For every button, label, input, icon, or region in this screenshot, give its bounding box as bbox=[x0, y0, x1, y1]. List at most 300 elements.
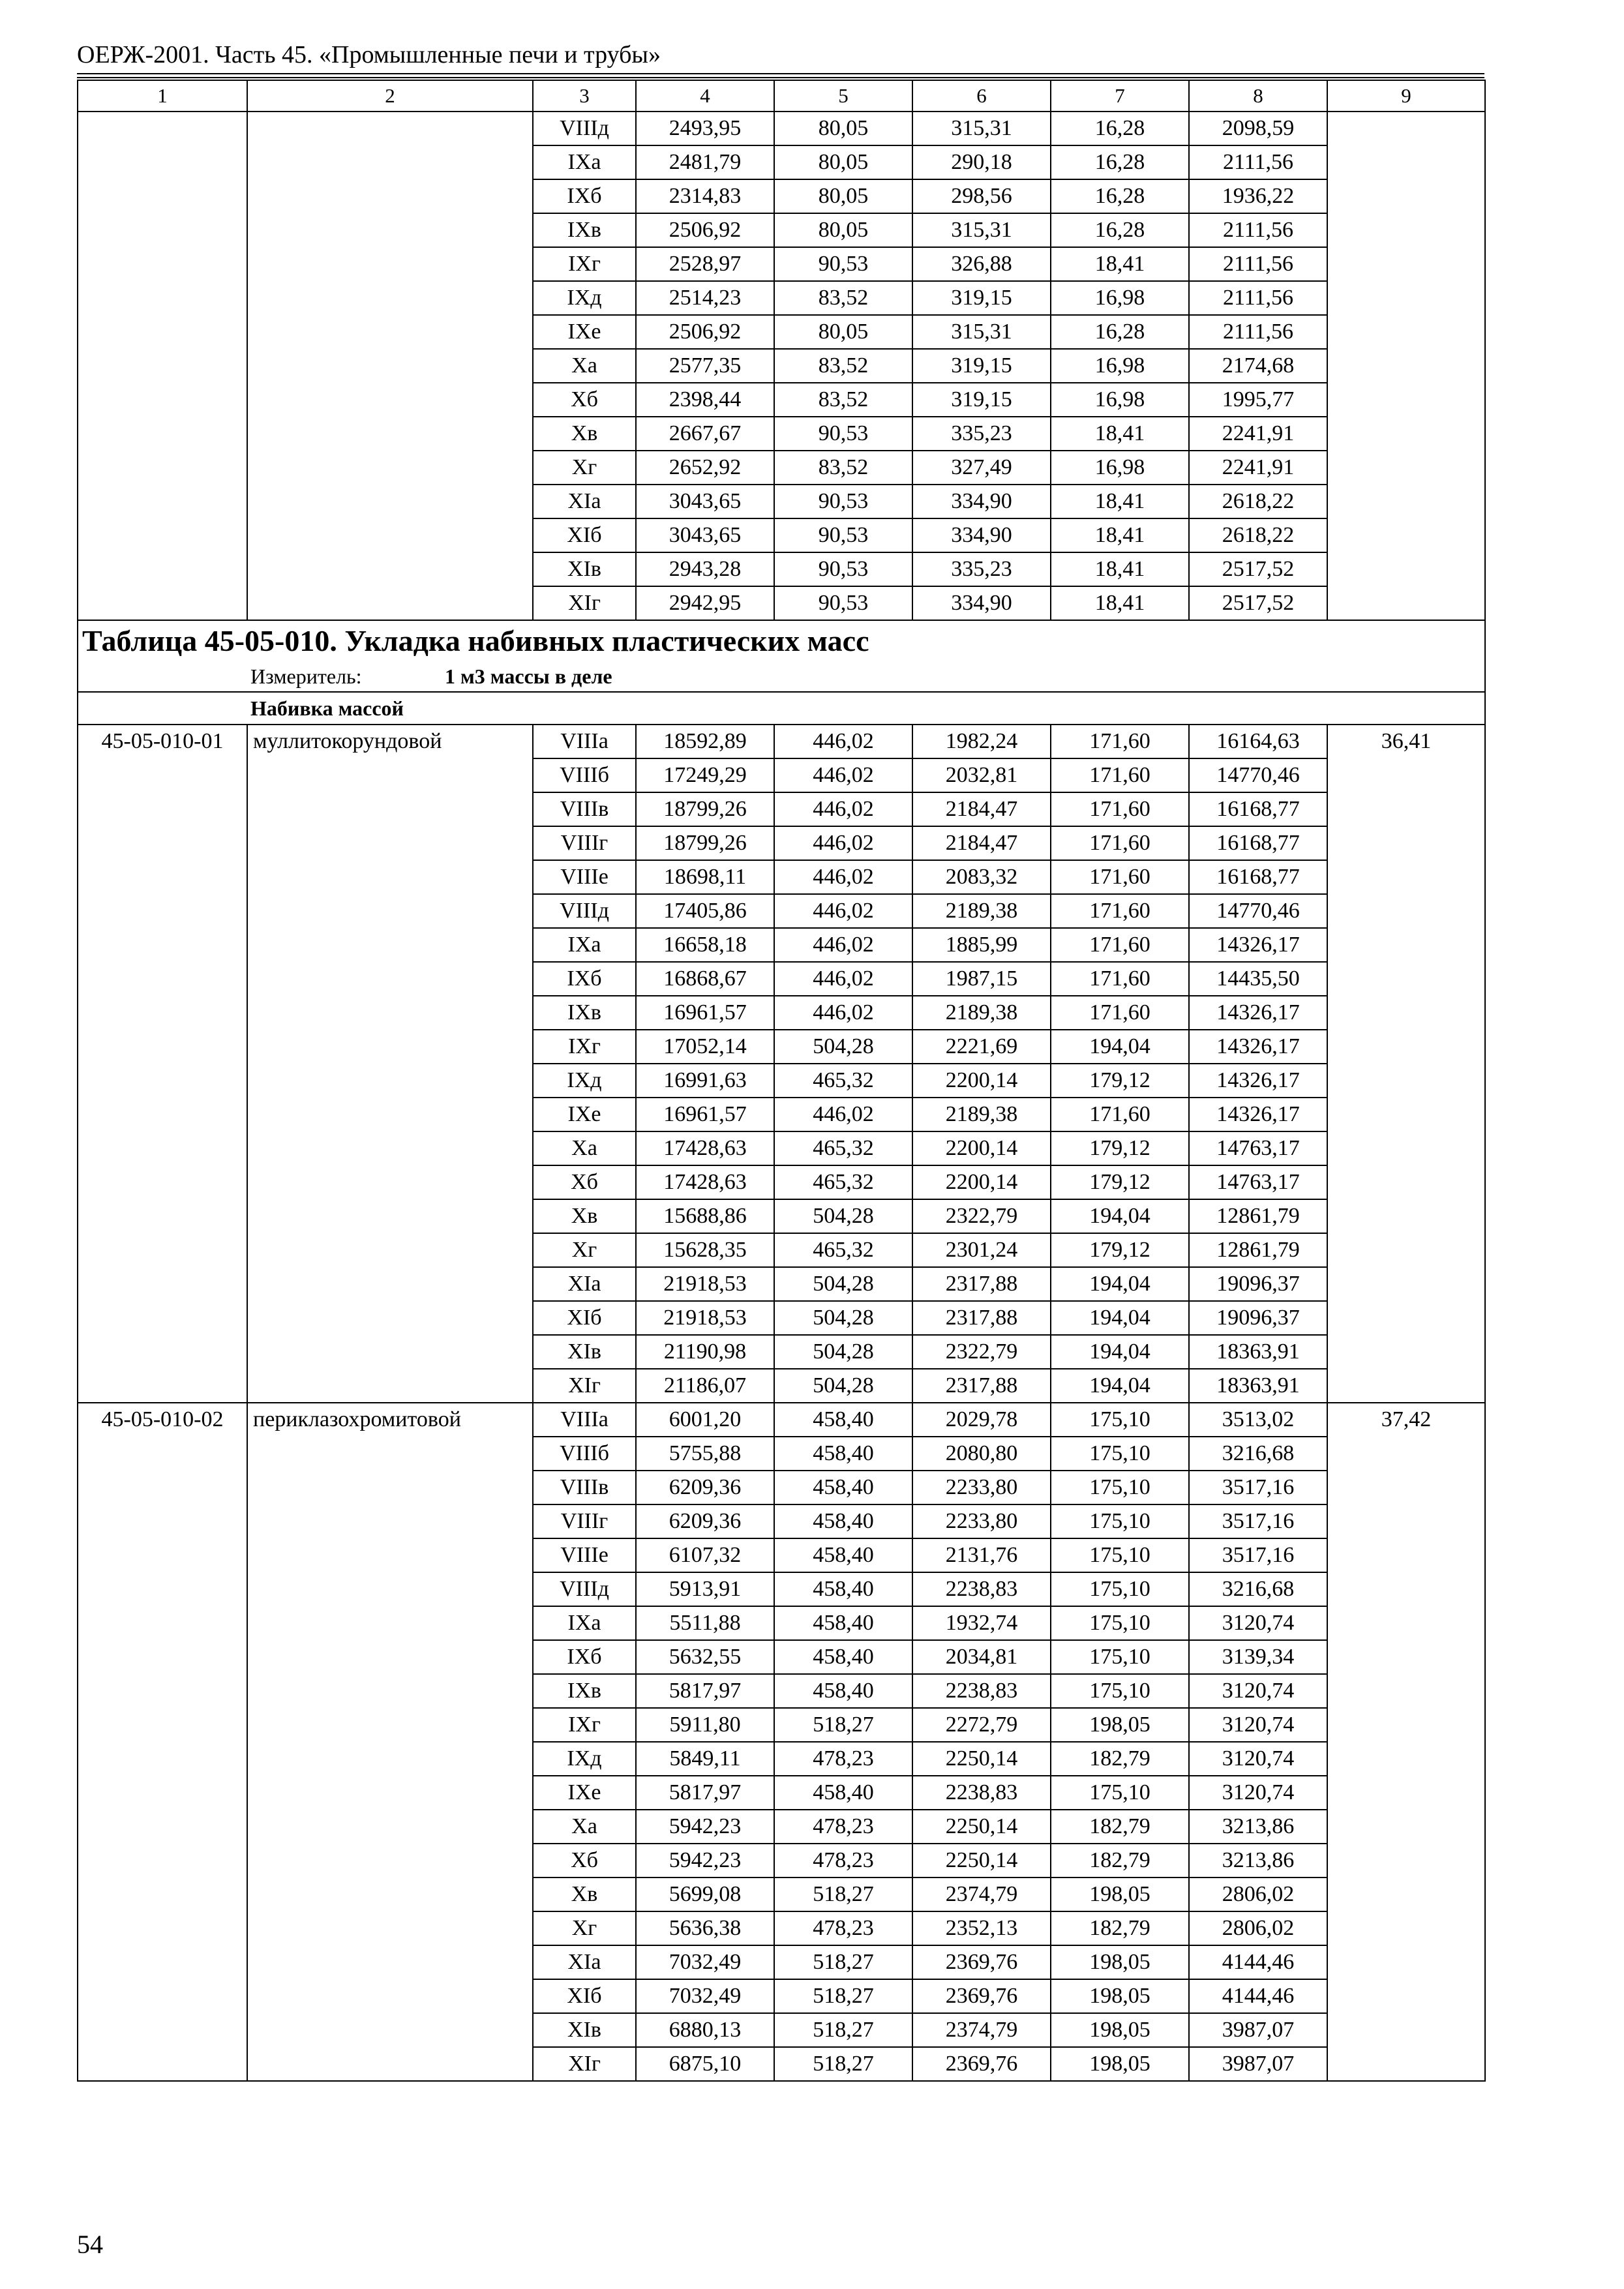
value-cell: 319,15 bbox=[912, 383, 1051, 417]
value-cell: 3213,86 bbox=[1189, 1844, 1327, 1878]
value-cell: 326,88 bbox=[912, 247, 1051, 281]
item-col9-value: 37,42 bbox=[1327, 1403, 1485, 2081]
value-cell: 194,04 bbox=[1051, 1030, 1189, 1064]
value-cell: 18799,26 bbox=[636, 792, 774, 826]
value-cell: Xв bbox=[533, 1199, 636, 1233]
value-cell: 83,52 bbox=[774, 451, 912, 485]
value-cell: 171,60 bbox=[1051, 826, 1189, 860]
column-number-row bbox=[78, 80, 1485, 112]
value-cell: 2189,38 bbox=[912, 894, 1051, 928]
value-cell: 465,32 bbox=[774, 1064, 912, 1098]
value-cell: 2322,79 bbox=[912, 1199, 1051, 1233]
value-cell: 518,27 bbox=[774, 1878, 912, 1911]
value-cell: 315,31 bbox=[912, 112, 1051, 145]
value-cell: 17428,63 bbox=[636, 1131, 774, 1165]
value-cell: 16,98 bbox=[1051, 383, 1189, 417]
table-title: Таблица 45-05-010. Укладка набивных пластических масс bbox=[78, 620, 1485, 661]
value-cell: IXд bbox=[533, 1064, 636, 1098]
value-cell: 17052,14 bbox=[636, 1030, 774, 1064]
value-cell: 315,31 bbox=[912, 213, 1051, 247]
value-cell: 18698,11 bbox=[636, 860, 774, 894]
value-cell: VIIIе bbox=[533, 860, 636, 894]
value-cell: 335,23 bbox=[912, 417, 1051, 451]
value-cell: 175,10 bbox=[1051, 1504, 1189, 1538]
value-cell: 16,28 bbox=[1051, 112, 1189, 145]
value-cell: 518,27 bbox=[774, 2047, 912, 2081]
value-cell: 90,53 bbox=[774, 518, 912, 552]
value-cell: 182,79 bbox=[1051, 1844, 1189, 1878]
value-cell: 14763,17 bbox=[1189, 1131, 1327, 1165]
value-cell: IXе bbox=[533, 1098, 636, 1131]
value-cell: 2131,76 bbox=[912, 1538, 1051, 1572]
value-cell: 19096,37 bbox=[1189, 1267, 1327, 1301]
value-cell: 5913,91 bbox=[636, 1572, 774, 1606]
item-col9-value: 36,41 bbox=[1327, 725, 1485, 1403]
value-cell: 1995,77 bbox=[1189, 383, 1327, 417]
value-cell: 14326,17 bbox=[1189, 1098, 1327, 1131]
table-title-row bbox=[78, 620, 1485, 661]
value-cell: 458,40 bbox=[774, 1403, 912, 1437]
value-cell: 175,10 bbox=[1051, 1776, 1189, 1810]
header-divider bbox=[77, 73, 1484, 74]
value-cell: 80,05 bbox=[774, 145, 912, 179]
value-cell: VIIIб bbox=[533, 758, 636, 792]
value-cell: 179,12 bbox=[1051, 1064, 1189, 1098]
column-number-cell: 5 bbox=[774, 80, 912, 112]
subheading-cell bbox=[78, 692, 1485, 725]
value-cell: 16,98 bbox=[1051, 451, 1189, 485]
value-cell: 2241,91 bbox=[1189, 451, 1327, 485]
value-cell: VIIIв bbox=[533, 792, 636, 826]
table-row bbox=[78, 112, 1485, 145]
value-cell: 16,28 bbox=[1051, 213, 1189, 247]
value-cell: XIг bbox=[533, 2047, 636, 2081]
value-cell: IXа bbox=[533, 928, 636, 962]
value-cell: 18,41 bbox=[1051, 247, 1189, 281]
value-cell: 334,90 bbox=[912, 485, 1051, 518]
value-cell: 3216,68 bbox=[1189, 1437, 1327, 1471]
value-cell: 2250,14 bbox=[912, 1742, 1051, 1776]
value-cell: 90,53 bbox=[774, 485, 912, 518]
value-cell: 18,41 bbox=[1051, 518, 1189, 552]
column-number-cell: 1 bbox=[78, 80, 247, 112]
value-cell: 7032,49 bbox=[636, 1945, 774, 1979]
value-cell: 16,28 bbox=[1051, 179, 1189, 213]
value-cell: 2352,13 bbox=[912, 1911, 1051, 1945]
value-cell: 2174,68 bbox=[1189, 349, 1327, 383]
value-cell: 21918,53 bbox=[636, 1267, 774, 1301]
value-cell: 2314,83 bbox=[636, 179, 774, 213]
subheading-text: Набивка массой bbox=[250, 696, 404, 720]
value-cell: 171,60 bbox=[1051, 758, 1189, 792]
value-cell: 17405,86 bbox=[636, 894, 774, 928]
value-cell: 2317,88 bbox=[912, 1369, 1051, 1403]
value-cell: 15688,86 bbox=[636, 1199, 774, 1233]
value-cell: 3139,34 bbox=[1189, 1640, 1327, 1674]
value-cell: 446,02 bbox=[774, 928, 912, 962]
value-cell: 327,49 bbox=[912, 451, 1051, 485]
table-row bbox=[78, 1403, 1485, 1437]
value-cell: 18,41 bbox=[1051, 417, 1189, 451]
value-cell: 2317,88 bbox=[912, 1267, 1051, 1301]
value-cell: 478,23 bbox=[774, 1742, 912, 1776]
value-cell: 194,04 bbox=[1051, 1267, 1189, 1301]
value-cell: 458,40 bbox=[774, 1437, 912, 1471]
value-cell: 171,60 bbox=[1051, 792, 1189, 826]
value-cell: VIIIд bbox=[533, 1572, 636, 1606]
value-cell: 90,53 bbox=[774, 586, 912, 620]
value-cell: 2233,80 bbox=[912, 1504, 1051, 1538]
value-cell: 3120,74 bbox=[1189, 1776, 1327, 1810]
value-cell: 90,53 bbox=[774, 417, 912, 451]
value-cell: XIг bbox=[533, 1369, 636, 1403]
value-cell: 2029,78 bbox=[912, 1403, 1051, 1437]
value-cell: 3517,16 bbox=[1189, 1504, 1327, 1538]
value-cell: 2184,47 bbox=[912, 792, 1051, 826]
value-cell: 2301,24 bbox=[912, 1233, 1051, 1267]
value-cell: 16961,57 bbox=[636, 996, 774, 1030]
value-cell: 458,40 bbox=[774, 1538, 912, 1572]
value-cell: IXб bbox=[533, 179, 636, 213]
value-cell: 2493,95 bbox=[636, 112, 774, 145]
value-cell: 179,12 bbox=[1051, 1165, 1189, 1199]
value-cell: VIIIа bbox=[533, 725, 636, 758]
value-cell: IXв bbox=[533, 213, 636, 247]
value-cell: 334,90 bbox=[912, 518, 1051, 552]
value-cell: 446,02 bbox=[774, 758, 912, 792]
value-cell: 3043,65 bbox=[636, 518, 774, 552]
value-cell: 2238,83 bbox=[912, 1572, 1051, 1606]
value-cell: 5511,88 bbox=[636, 1606, 774, 1640]
value-cell: 2111,56 bbox=[1189, 281, 1327, 315]
value-cell: 175,10 bbox=[1051, 1403, 1189, 1437]
value-cell: 2481,79 bbox=[636, 145, 774, 179]
value-cell: 2200,14 bbox=[912, 1131, 1051, 1165]
value-cell: 194,04 bbox=[1051, 1369, 1189, 1403]
value-cell: 2111,56 bbox=[1189, 247, 1327, 281]
value-cell: 504,28 bbox=[774, 1267, 912, 1301]
value-cell: 5849,11 bbox=[636, 1742, 774, 1776]
item-name: муллитокорундовой bbox=[247, 725, 533, 1403]
value-cell: 90,53 bbox=[774, 247, 912, 281]
value-cell: 319,15 bbox=[912, 349, 1051, 383]
value-cell: 16,98 bbox=[1051, 281, 1189, 315]
value-cell: 2189,38 bbox=[912, 996, 1051, 1030]
value-cell: XIа bbox=[533, 1945, 636, 1979]
value-cell: 5636,38 bbox=[636, 1911, 774, 1945]
value-cell: VIIIд bbox=[533, 894, 636, 928]
subheading-row bbox=[78, 692, 1485, 725]
value-cell: IXг bbox=[533, 1030, 636, 1064]
value-cell: 2506,92 bbox=[636, 213, 774, 247]
measure-cell bbox=[78, 661, 1485, 692]
item-name: периклазохромитовой bbox=[247, 1403, 533, 2081]
value-cell: XIб bbox=[533, 1979, 636, 2013]
value-cell: 16991,63 bbox=[636, 1064, 774, 1098]
value-cell: 7032,49 bbox=[636, 1979, 774, 2013]
value-cell: 2806,02 bbox=[1189, 1911, 1327, 1945]
value-cell: 3043,65 bbox=[636, 485, 774, 518]
value-cell: 175,10 bbox=[1051, 1640, 1189, 1674]
value-cell: IXг bbox=[533, 247, 636, 281]
value-cell: 12861,79 bbox=[1189, 1233, 1327, 1267]
value-cell: 3120,74 bbox=[1189, 1708, 1327, 1742]
value-cell: Xг bbox=[533, 1233, 636, 1267]
value-cell: 2111,56 bbox=[1189, 213, 1327, 247]
value-cell: Xб bbox=[533, 1844, 636, 1878]
value-cell: 80,05 bbox=[774, 315, 912, 349]
value-cell: 2652,92 bbox=[636, 451, 774, 485]
value-cell: 198,05 bbox=[1051, 1979, 1189, 2013]
value-cell: 18,41 bbox=[1051, 485, 1189, 518]
value-cell: IXв bbox=[533, 1674, 636, 1708]
value-cell: 2233,80 bbox=[912, 1471, 1051, 1504]
value-cell: 6209,36 bbox=[636, 1504, 774, 1538]
value-cell: 80,05 bbox=[774, 213, 912, 247]
value-cell: 18363,91 bbox=[1189, 1369, 1327, 1403]
value-cell: 16164,63 bbox=[1189, 725, 1327, 758]
value-cell: 446,02 bbox=[774, 996, 912, 1030]
value-cell: 518,27 bbox=[774, 1708, 912, 1742]
value-cell: 19096,37 bbox=[1189, 1301, 1327, 1335]
value-cell: 14326,17 bbox=[1189, 996, 1327, 1030]
value-cell: 80,05 bbox=[774, 179, 912, 213]
name-cell-empty bbox=[247, 112, 533, 620]
value-cell: 182,79 bbox=[1051, 1911, 1189, 1945]
value-cell: VIIIб bbox=[533, 1437, 636, 1471]
value-cell: 18799,26 bbox=[636, 826, 774, 860]
value-cell: 6880,13 bbox=[636, 2013, 774, 2047]
value-cell: 3987,07 bbox=[1189, 2047, 1327, 2081]
value-cell: 478,23 bbox=[774, 1844, 912, 1878]
measure-value: 1 м3 массы в деле bbox=[445, 664, 612, 688]
value-cell: 5755,88 bbox=[636, 1437, 774, 1471]
value-cell: 446,02 bbox=[774, 792, 912, 826]
value-cell: 83,52 bbox=[774, 281, 912, 315]
value-cell: 319,15 bbox=[912, 281, 1051, 315]
value-cell: 2806,02 bbox=[1189, 1878, 1327, 1911]
value-cell: 2618,22 bbox=[1189, 518, 1327, 552]
column-number-cell: 4 bbox=[636, 80, 774, 112]
value-cell: 4144,46 bbox=[1189, 1945, 1327, 1979]
value-cell: 2369,76 bbox=[912, 2047, 1051, 2081]
value-cell: 458,40 bbox=[774, 1572, 912, 1606]
value-cell: 5942,23 bbox=[636, 1810, 774, 1844]
value-cell: 83,52 bbox=[774, 349, 912, 383]
column-number-cell: 8 bbox=[1189, 80, 1327, 112]
value-cell: 446,02 bbox=[774, 962, 912, 996]
value-cell: 1982,24 bbox=[912, 725, 1051, 758]
value-cell: 2528,97 bbox=[636, 247, 774, 281]
value-cell: 16168,77 bbox=[1189, 860, 1327, 894]
value-cell: 15628,35 bbox=[636, 1233, 774, 1267]
value-cell: 2517,52 bbox=[1189, 552, 1327, 586]
value-cell: IXг bbox=[533, 1708, 636, 1742]
value-cell: 2032,81 bbox=[912, 758, 1051, 792]
value-cell: Xа bbox=[533, 1810, 636, 1844]
value-cell: 14770,46 bbox=[1189, 758, 1327, 792]
value-cell: XIв bbox=[533, 552, 636, 586]
table-row bbox=[78, 725, 1485, 758]
value-cell: 298,56 bbox=[912, 179, 1051, 213]
value-cell: 171,60 bbox=[1051, 996, 1189, 1030]
value-cell: 446,02 bbox=[774, 860, 912, 894]
value-cell: IXв bbox=[533, 996, 636, 1030]
value-cell: 2238,83 bbox=[912, 1776, 1051, 1810]
value-cell: 83,52 bbox=[774, 383, 912, 417]
header-divider-double bbox=[77, 77, 1484, 78]
value-cell: XIб bbox=[533, 518, 636, 552]
value-cell: Xг bbox=[533, 451, 636, 485]
value-cell: IXе bbox=[533, 1776, 636, 1810]
value-cell: 16168,77 bbox=[1189, 826, 1327, 860]
value-cell: 2943,28 bbox=[636, 552, 774, 586]
value-cell: 175,10 bbox=[1051, 1538, 1189, 1572]
value-cell: 504,28 bbox=[774, 1301, 912, 1335]
value-cell: 3213,86 bbox=[1189, 1810, 1327, 1844]
value-cell: IXа bbox=[533, 145, 636, 179]
value-cell: 2942,95 bbox=[636, 586, 774, 620]
value-cell: 2189,38 bbox=[912, 1098, 1051, 1131]
value-cell: 198,05 bbox=[1051, 2013, 1189, 2047]
value-cell: 2111,56 bbox=[1189, 145, 1327, 179]
value-cell: 2506,92 bbox=[636, 315, 774, 349]
value-cell: 16868,67 bbox=[636, 962, 774, 996]
value-cell: 17249,29 bbox=[636, 758, 774, 792]
value-cell: 16,28 bbox=[1051, 145, 1189, 179]
value-cell: 198,05 bbox=[1051, 1945, 1189, 1979]
value-cell: 21918,53 bbox=[636, 1301, 774, 1335]
value-cell: 3513,02 bbox=[1189, 1403, 1327, 1437]
value-cell: 2200,14 bbox=[912, 1165, 1051, 1199]
item-code: 45-05-010-01 bbox=[78, 725, 247, 1403]
value-cell: 446,02 bbox=[774, 826, 912, 860]
value-cell: XIа bbox=[533, 485, 636, 518]
value-cell: IXб bbox=[533, 962, 636, 996]
value-cell: 504,28 bbox=[774, 1335, 912, 1369]
value-cell: 18592,89 bbox=[636, 725, 774, 758]
value-cell: 175,10 bbox=[1051, 1437, 1189, 1471]
value-cell: 5817,97 bbox=[636, 1674, 774, 1708]
value-cell: 465,32 bbox=[774, 1165, 912, 1199]
value-cell: 2080,80 bbox=[912, 1437, 1051, 1471]
value-cell: 2369,76 bbox=[912, 1945, 1051, 1979]
value-cell: 1885,99 bbox=[912, 928, 1051, 962]
value-cell: 171,60 bbox=[1051, 928, 1189, 962]
value-cell: 198,05 bbox=[1051, 2047, 1189, 2081]
value-cell: 3517,16 bbox=[1189, 1538, 1327, 1572]
value-cell: 2374,79 bbox=[912, 2013, 1051, 2047]
value-cell: 518,27 bbox=[774, 1979, 912, 2013]
value-cell: 5817,97 bbox=[636, 1776, 774, 1810]
value-cell: XIа bbox=[533, 1267, 636, 1301]
page-number: 54 bbox=[77, 2230, 103, 2259]
value-cell: 2221,69 bbox=[912, 1030, 1051, 1064]
column-number-cell: 2 bbox=[247, 80, 533, 112]
value-cell: 18,41 bbox=[1051, 552, 1189, 586]
column-number-cell: 3 bbox=[533, 80, 636, 112]
value-cell: XIг bbox=[533, 586, 636, 620]
value-cell: 3120,74 bbox=[1189, 1742, 1327, 1776]
column-number-cell: 7 bbox=[1051, 80, 1189, 112]
value-cell: 194,04 bbox=[1051, 1335, 1189, 1369]
value-cell: 458,40 bbox=[774, 1606, 912, 1640]
value-cell: 2238,83 bbox=[912, 1674, 1051, 1708]
value-cell: Xг bbox=[533, 1911, 636, 1945]
value-cell: 2577,35 bbox=[636, 349, 774, 383]
value-cell: 465,32 bbox=[774, 1233, 912, 1267]
value-cell: 171,60 bbox=[1051, 1098, 1189, 1131]
value-cell: 3120,74 bbox=[1189, 1606, 1327, 1640]
value-cell: Xв bbox=[533, 1878, 636, 1911]
value-cell: 6001,20 bbox=[636, 1403, 774, 1437]
value-cell: 2514,23 bbox=[636, 281, 774, 315]
value-cell: 335,23 bbox=[912, 552, 1051, 586]
value-cell: 2272,79 bbox=[912, 1708, 1051, 1742]
value-cell: 2618,22 bbox=[1189, 485, 1327, 518]
value-cell: 182,79 bbox=[1051, 1810, 1189, 1844]
value-cell: 2374,79 bbox=[912, 1878, 1051, 1911]
value-cell: 171,60 bbox=[1051, 860, 1189, 894]
value-cell: 14435,50 bbox=[1189, 962, 1327, 996]
value-cell: 14770,46 bbox=[1189, 894, 1327, 928]
value-cell: XIв bbox=[533, 1335, 636, 1369]
value-cell: 14326,17 bbox=[1189, 1030, 1327, 1064]
value-cell: 2517,52 bbox=[1189, 586, 1327, 620]
value-cell: 2317,88 bbox=[912, 1301, 1051, 1335]
value-cell: 5942,23 bbox=[636, 1844, 774, 1878]
value-cell: 504,28 bbox=[774, 1369, 912, 1403]
value-cell: IXд bbox=[533, 281, 636, 315]
value-cell: XIб bbox=[533, 1301, 636, 1335]
value-cell: 458,40 bbox=[774, 1471, 912, 1504]
value-cell: 446,02 bbox=[774, 894, 912, 928]
value-cell: 290,18 bbox=[912, 145, 1051, 179]
value-cell: VIIIг bbox=[533, 826, 636, 860]
value-cell: 4144,46 bbox=[1189, 1979, 1327, 2013]
value-cell: 175,10 bbox=[1051, 1606, 1189, 1640]
value-cell: 1936,22 bbox=[1189, 179, 1327, 213]
value-cell: 2241,91 bbox=[1189, 417, 1327, 451]
measure-label: Измеритель: bbox=[250, 664, 362, 688]
value-cell: Xб bbox=[533, 1165, 636, 1199]
value-cell: 1987,15 bbox=[912, 962, 1051, 996]
value-cell: 14326,17 bbox=[1189, 1064, 1327, 1098]
value-cell: 2667,67 bbox=[636, 417, 774, 451]
value-cell: 2098,59 bbox=[1189, 112, 1327, 145]
value-cell: 2369,76 bbox=[912, 1979, 1051, 2013]
value-cell: 175,10 bbox=[1051, 1572, 1189, 1606]
value-cell: 18,41 bbox=[1051, 586, 1189, 620]
value-cell: 5632,55 bbox=[636, 1640, 774, 1674]
value-cell: VIIIд bbox=[533, 112, 636, 145]
value-cell: Xб bbox=[533, 383, 636, 417]
value-cell: 465,32 bbox=[774, 1131, 912, 1165]
value-cell: 446,02 bbox=[774, 725, 912, 758]
value-cell: 446,02 bbox=[774, 1098, 912, 1131]
value-cell: 504,28 bbox=[774, 1030, 912, 1064]
value-cell: 175,10 bbox=[1051, 1471, 1189, 1504]
value-cell: 179,12 bbox=[1051, 1131, 1189, 1165]
value-cell: 2111,56 bbox=[1189, 315, 1327, 349]
value-cell: 12861,79 bbox=[1189, 1199, 1327, 1233]
value-cell: 16,98 bbox=[1051, 349, 1189, 383]
value-cell: VIIIе bbox=[533, 1538, 636, 1572]
value-cell: 80,05 bbox=[774, 112, 912, 145]
value-cell: 21186,07 bbox=[636, 1369, 774, 1403]
value-cell: 2083,32 bbox=[912, 860, 1051, 894]
value-cell: 518,27 bbox=[774, 2013, 912, 2047]
